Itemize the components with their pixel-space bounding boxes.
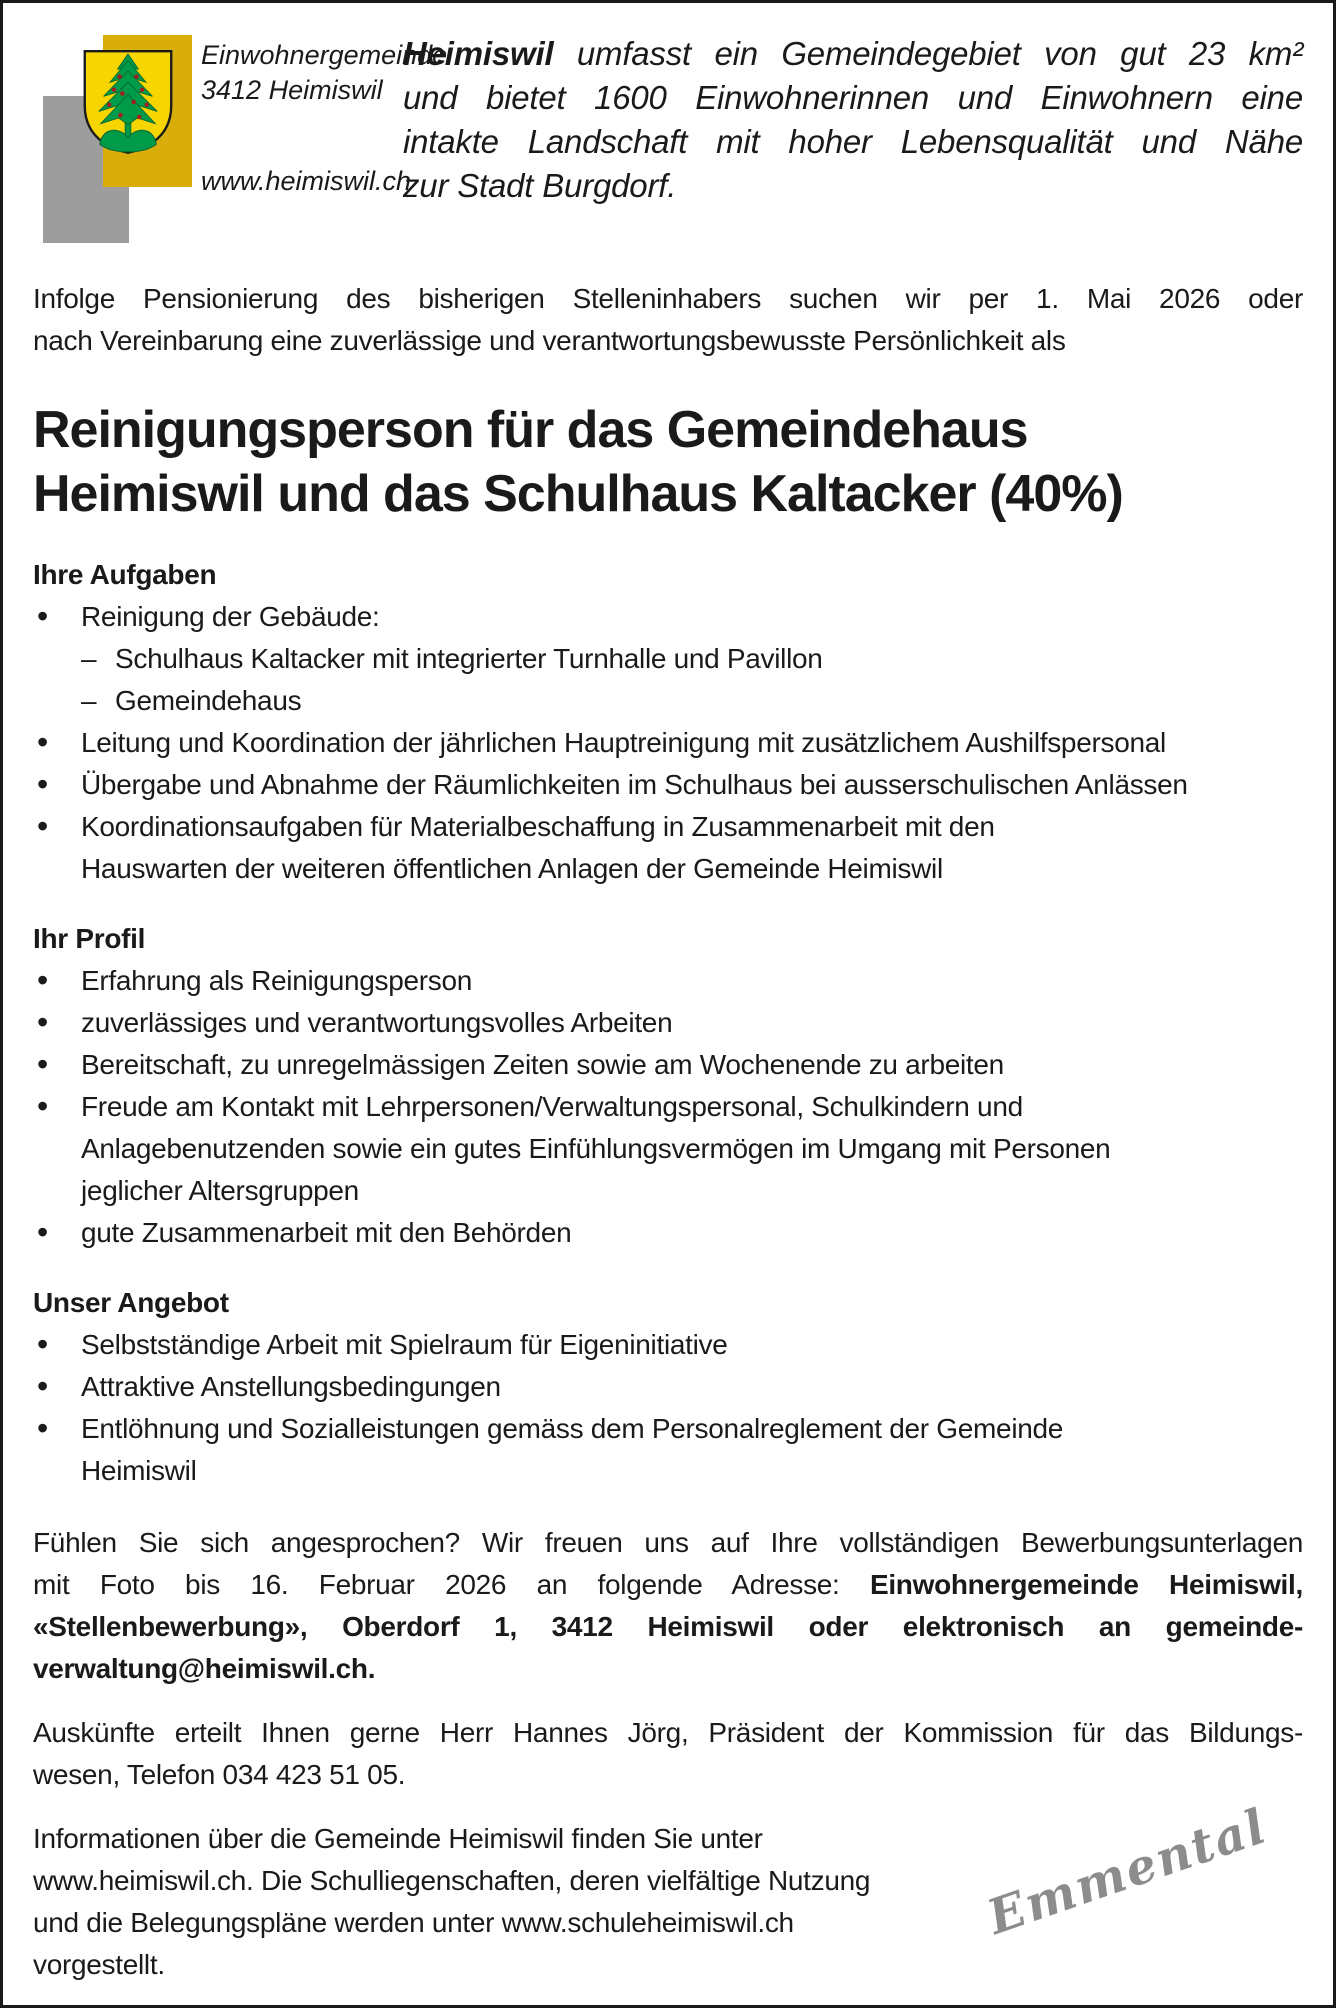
contact-paragraph xyxy=(33,1712,1303,1796)
list-item-line: Hauswarten der weiteren öffentlichen Anlagen der Gemeinde Heimiswil xyxy=(81,853,943,884)
text-line xyxy=(403,76,1303,120)
list-item-line: • zuverlässiges und verantwortungsvolles Arbeiten xyxy=(81,1007,673,1038)
list-item xyxy=(33,1044,1303,1086)
list-item xyxy=(33,1212,1303,1254)
text-segment: Auskünfte erteilt Ihnen gerne Herr Hannes Jörg, Präsident der Kommission für das Bildungs- xyxy=(33,1717,1303,1748)
profil-list xyxy=(33,960,1303,1254)
application-paragraph xyxy=(33,1522,1303,1690)
lead-paragraph xyxy=(33,278,1303,362)
org-name xyxy=(201,38,447,108)
text-segment: Heimiswil xyxy=(403,35,554,72)
list-item xyxy=(33,1086,1303,1212)
aufgaben-list xyxy=(33,596,1303,890)
list-item-line: • Erfahrung als Reinigungsperson xyxy=(81,965,473,996)
text-segment: umfasst ein Gemeindegebiet von gut 23 km² xyxy=(553,35,1303,72)
text-segment: Informationen über die Gemeinde Heimiswil finden Sie unter xyxy=(33,1823,763,1854)
text-segment: Einwohnergemeinde Heimiswil, xyxy=(869,1569,1303,1600)
section-aufgaben xyxy=(33,554,1303,890)
text-line xyxy=(33,1522,1303,1564)
header xyxy=(33,30,1303,248)
section-title-angebot: Unser Angebot xyxy=(33,1287,229,1318)
text-segment: und bietet 1600 Einwohnerinnen und Einwohnern eine xyxy=(403,79,1303,116)
list-item xyxy=(33,722,1303,764)
text-line xyxy=(33,1818,1043,1860)
list-item-line: • Koordinationsaufgaben für Materialbeschaffung in Zusammenarbeit mit den xyxy=(81,811,995,842)
text-line xyxy=(403,164,1303,208)
list-item xyxy=(33,764,1303,806)
text-segment: www.heimiswil.ch. Die Schulliegenschaften, deren vielfältige Nutzung xyxy=(33,1865,871,1896)
list-item xyxy=(33,1366,1303,1408)
text-segment: mit Foto bis 16. Februar 2026 an folgende Adresse: xyxy=(33,1569,870,1600)
list-item-line: • Freude am Kontakt mit Lehrpersonen/Verwaltungspersonal, Schulkindern und xyxy=(81,1091,1023,1122)
text-line xyxy=(33,1648,1303,1690)
section-title-aufgaben: Ihre Aufgaben xyxy=(33,559,217,590)
text-line xyxy=(33,1860,1043,1902)
text-line xyxy=(33,1606,1303,1648)
text-segment: Infolge Pensionierung des bisherigen Stelleninhabers suchen wir per 1. Mai 2026 oder xyxy=(33,283,1303,314)
info-paragraph xyxy=(33,1818,1043,1986)
text-line xyxy=(403,32,1303,76)
municipality-logo xyxy=(33,30,448,248)
org-name-line2: 3412 Heimiswil xyxy=(201,75,383,105)
job-title-line2: Heimiswil und das Schulhaus Kaltacker (40%) xyxy=(33,465,1123,523)
list-item-line: • Reinigung der Gebäude: xyxy=(81,601,380,632)
list-item-line: • Attraktive Anstellungsbedingungen xyxy=(81,1371,501,1402)
list-item-line: Anlagebenutzenden sowie ein gutes Einfühlungsvermögen im Umgang mit Personen xyxy=(81,1133,1111,1164)
info-footer xyxy=(33,1798,1303,1986)
list-item xyxy=(33,960,1303,1002)
list-item-line: jeglicher Altersgruppen xyxy=(81,1175,359,1206)
section-title-profil: Ihr Profil xyxy=(33,923,146,954)
text-segment: Fühlen Sie sich angesprochen? Wir freuen uns auf Ihre vollständigen Bewerbungsunterlagen xyxy=(33,1527,1303,1558)
text-line xyxy=(33,1712,1303,1754)
text-line xyxy=(33,278,1303,320)
text-line xyxy=(33,320,1303,362)
text-segment: vorgestellt. xyxy=(33,1949,165,1980)
logo-website: www.heimiswil.ch xyxy=(201,166,412,196)
list-item-line: – Schulhaus Kaltacker mit integrierter Turnhalle und Pavillon xyxy=(115,643,823,674)
list-item xyxy=(33,596,1303,638)
text-segment: und die Belegungspläne werden unter www.schuleheimiswil.ch xyxy=(33,1907,794,1938)
list-item-line: • Entlöhnung und Sozialleistungen gemäss dem Personalreglement der Gemeinde xyxy=(81,1413,1064,1444)
emmental-logo: Emmental xyxy=(980,1798,1275,1946)
text-segment: intakte Landschaft mit hoher Lebensqualität und Nähe xyxy=(403,123,1303,160)
section-angebot xyxy=(33,1282,1303,1492)
section-profil xyxy=(33,918,1303,1254)
text-segment: verwaltung@heimiswil.ch. xyxy=(33,1653,376,1684)
list-item xyxy=(33,638,1303,680)
list-item-line: • Selbstständige Arbeit mit Spielraum für Eigeninitiative xyxy=(81,1329,728,1360)
list-item-line: • gute Zusammenarbeit mit den Behörden xyxy=(81,1217,572,1248)
list-item-line: • Leitung und Koordination der jährlichen Hauptreinigung mit zusätzlichem Aushilfspersonal xyxy=(81,727,1166,758)
angebot-list xyxy=(33,1324,1303,1492)
text-line xyxy=(33,1564,1303,1606)
list-item xyxy=(33,680,1303,722)
text-segment: «Stellenbewerbung», Oberdorf 1, 3412 Heimiswil oder elektronisch an gemeinde- xyxy=(33,1611,1303,1642)
list-item-line: • Bereitschaft, zu unregelmässigen Zeiten sowie am Wochenende zu arbeiten xyxy=(81,1049,1004,1080)
heimiswil-coat-of-arms-icon xyxy=(81,45,175,158)
intro-paragraph xyxy=(403,32,1303,248)
text-segment: wesen, Telefon 034 423 51 05. xyxy=(33,1759,406,1790)
list-item xyxy=(33,1408,1303,1492)
text-line xyxy=(33,1754,1303,1796)
org-name-line1: Einwohnergemeinde xyxy=(201,40,448,70)
text-line xyxy=(33,1944,1043,1986)
text-segment: nach Vereinbarung eine zuverlässige und verantwortungsbewusste Persönlichkeit als xyxy=(33,325,1066,356)
job-title xyxy=(33,398,1303,526)
list-item-line: • Übergabe und Abnahme der Räumlichkeiten im Schulhaus bei ausserschulischen Anlässen xyxy=(81,769,1188,800)
text-line xyxy=(403,120,1303,164)
list-item xyxy=(33,806,1303,890)
text-line xyxy=(33,1902,1043,1944)
list-item-line: Heimiswil xyxy=(81,1455,197,1486)
list-item xyxy=(33,1002,1303,1044)
text-segment: zur Stadt Burgdorf. xyxy=(403,167,677,204)
list-item xyxy=(33,1324,1303,1366)
list-item-line: – Gemeindehaus xyxy=(115,685,302,716)
job-title-line1: Reinigungsperson für das Gemeindehaus xyxy=(33,401,1028,459)
